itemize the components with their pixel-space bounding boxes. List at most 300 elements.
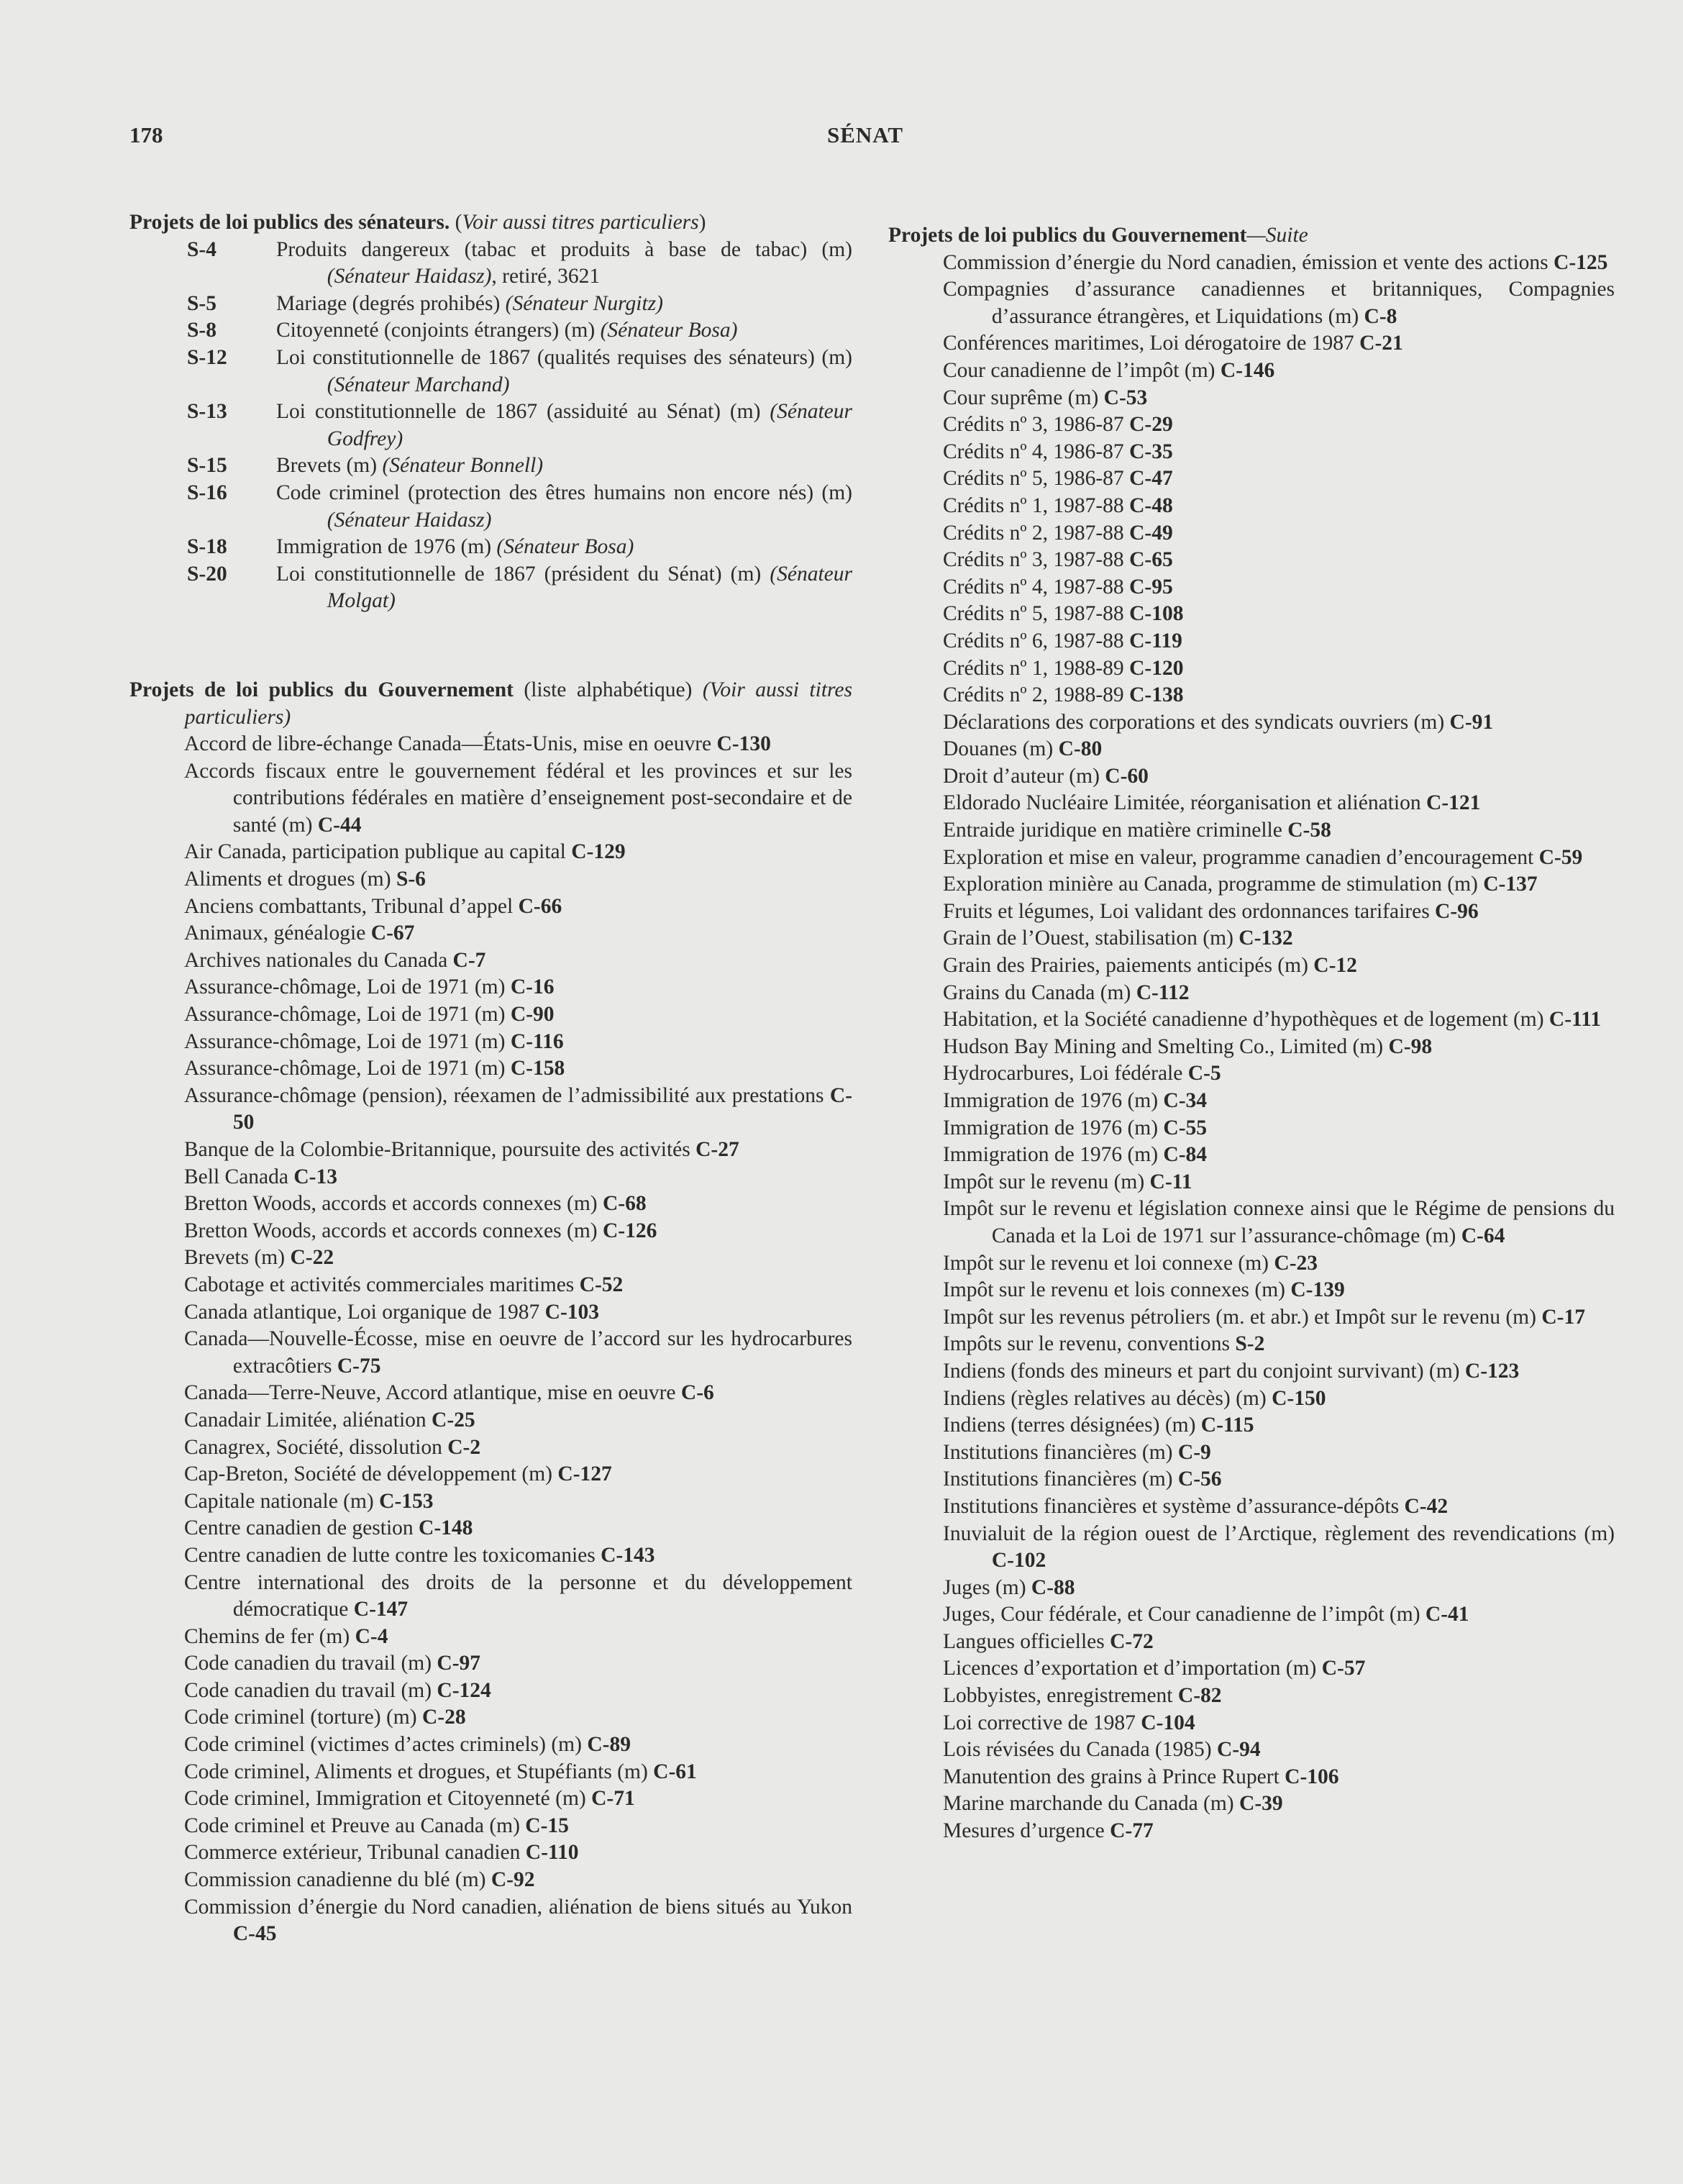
- index-entry: [888, 1629, 1615, 1656]
- entry-text: [943, 980, 1615, 1007]
- heading-paren-open: (: [450, 211, 462, 234]
- bill-reference: C-66: [518, 894, 562, 918]
- bill-reference: C-126: [602, 1219, 657, 1242]
- bill-reference: C-17: [1541, 1305, 1585, 1329]
- entry-title: Institutions financières (m): [943, 1440, 1178, 1464]
- heading-paren-close: ): [698, 211, 706, 234]
- bill-reference: C-72: [1110, 1629, 1154, 1653]
- entry-title: Canada atlantique, Loi organique de 1987: [184, 1300, 545, 1324]
- index-entry: [129, 1407, 852, 1434]
- index-entry: [129, 974, 852, 1001]
- index-entry: [129, 1624, 852, 1651]
- entry-title: Canagrex, Société, dissolution: [184, 1435, 448, 1459]
- bill-reference: C-52: [579, 1273, 624, 1296]
- entry-title: Animaux, généalogie: [184, 922, 371, 945]
- bill-code: S-18: [187, 535, 227, 559]
- index-entry: [888, 1304, 1615, 1332]
- entry-title: Canada—Terre-Neuve, Accord atlantique, mise en oeuvre: [184, 1381, 681, 1405]
- entry-title: Crédits nº 5, 1986-87: [943, 467, 1130, 491]
- bill-reference: C-41: [1425, 1603, 1469, 1626]
- bill-reference: C-57: [1321, 1657, 1366, 1680]
- index-entry: [129, 1164, 852, 1191]
- entry-title: Immigration de 1976 (m): [943, 1143, 1164, 1167]
- index-entry: [129, 1732, 852, 1759]
- heading-bold: Projets de loi publics du Gouvernement: [888, 224, 1247, 247]
- bill-description: [276, 317, 852, 345]
- entry-text: [184, 1867, 852, 1894]
- entry-text: [184, 839, 852, 866]
- index-entry: [888, 1386, 1615, 1413]
- government-bills-continued-heading: [888, 222, 1615, 250]
- bill-reference: C-42: [1404, 1494, 1449, 1518]
- bill-reference: C-82: [1177, 1684, 1222, 1708]
- entry-text: [943, 763, 1615, 791]
- entry-text: [943, 1060, 1615, 1088]
- index-entry: [888, 1115, 1615, 1142]
- entry-text: [943, 1006, 1615, 1034]
- entry-text: [943, 925, 1615, 952]
- bill-code: S-5: [187, 291, 216, 315]
- entry-text: [184, 1137, 852, 1164]
- bill-reference: C-9: [1177, 1440, 1211, 1464]
- entry-text: [943, 1331, 1615, 1358]
- bill-reference: C-104: [1141, 1711, 1195, 1734]
- index-entry: [888, 763, 1615, 791]
- entry-text: [184, 1624, 852, 1651]
- index-entry: [129, 1488, 852, 1516]
- entry-title: Crédits nº 4, 1986-87: [943, 440, 1130, 463]
- bill-title: Loi constitutionnelle de 1867 (président du Sénat) (m): [276, 562, 770, 586]
- bill-description: [276, 480, 852, 534]
- entry-text: [184, 1299, 852, 1327]
- bill-reference: C-121: [1426, 791, 1481, 815]
- bill-reference: C-13: [293, 1165, 338, 1188]
- entry-title: Code criminel et Preuve au Canada (m): [184, 1814, 526, 1837]
- entry-title: Impôt sur le revenu et lois connexes (m): [943, 1278, 1291, 1302]
- entry-title: Droit d’auteur (m): [943, 764, 1105, 788]
- entry-text: [943, 709, 1615, 737]
- index-entry: [129, 1461, 852, 1488]
- entry-text: [943, 817, 1615, 845]
- entry-text: [184, 1083, 852, 1137]
- bill-reference: C-103: [544, 1300, 600, 1324]
- entry-title: Manutention des grains à Prince Rupert: [943, 1765, 1285, 1788]
- bill-reference: C-90: [510, 1003, 555, 1027]
- bill-reference: C-61: [653, 1760, 697, 1783]
- heading-see-also: Voir aussi titres particuliers: [462, 211, 699, 234]
- bill-reference: C-65: [1129, 548, 1173, 572]
- bill-sponsor: (Sénateur Bosa): [600, 319, 738, 342]
- entry-title: Fruits et légumes, Loi validant des ordonnances tarifaires: [943, 899, 1436, 923]
- entry-title: Crédits nº 2, 1988-89: [943, 683, 1130, 707]
- index-entry: [129, 1326, 852, 1380]
- bill-reference: C-29: [1129, 413, 1173, 437]
- entry-title: Entraide juridique en matière criminelle: [943, 819, 1288, 842]
- entry-title: Commission canadienne du blé (m): [184, 1868, 491, 1892]
- entry-text: [943, 1493, 1615, 1521]
- index-entry: [888, 465, 1615, 493]
- index-entry: [888, 1060, 1615, 1088]
- bill-reference: C-150: [1272, 1386, 1326, 1410]
- entry-text: [943, 1277, 1615, 1304]
- entry-title: Crédits nº 3, 1987-88: [943, 548, 1130, 572]
- bill-reference: C-84: [1163, 1143, 1208, 1167]
- entry-title: Capitale nationale (m): [184, 1489, 380, 1513]
- bill-reference: C-56: [1177, 1468, 1222, 1491]
- bill-reference: C-34: [1163, 1089, 1208, 1112]
- index-entry: [888, 601, 1615, 628]
- bill-reference: C-115: [1200, 1414, 1254, 1437]
- entry-text: [184, 920, 852, 947]
- entry-title: Crédits nº 1, 1987-88: [943, 493, 1130, 517]
- entry-title: Hydrocarbures, Loi fédérale: [943, 1062, 1188, 1086]
- running-head: SÉNAT: [827, 122, 904, 147]
- entry-text: [943, 330, 1615, 358]
- entry-text: [184, 1218, 852, 1245]
- entry-title: Douanes (m): [943, 737, 1059, 761]
- entry-title: Grains du Canada (m): [943, 980, 1136, 1004]
- entry-text: [184, 947, 852, 975]
- entry-text: [943, 1439, 1615, 1467]
- senator-bill-row: [129, 291, 852, 318]
- bill-sponsor: (Sénateur Bosa): [496, 535, 634, 559]
- entry-text: [943, 1521, 1615, 1575]
- entry-title: Cour canadienne de l’impôt (m): [943, 358, 1221, 382]
- entry-title: Cap-Breton, Société de développement (m): [184, 1462, 558, 1486]
- entry-title: Centre canadien de gestion: [184, 1516, 419, 1540]
- bill-reference: C-67: [370, 922, 415, 945]
- index-entry: [888, 925, 1615, 952]
- entry-text: [943, 1250, 1615, 1278]
- bill-reference: C-28: [421, 1706, 466, 1729]
- entry-text: [184, 1029, 852, 1056]
- bill-reference: C-130: [716, 732, 771, 756]
- index-entry: [888, 358, 1615, 385]
- bill-reference: C-124: [437, 1678, 491, 1702]
- bill-reference: C-6: [680, 1381, 714, 1405]
- entry-title: Indiens (règles relatives au décès) (m): [943, 1386, 1272, 1410]
- government-bill-list-continued: [888, 250, 1615, 1845]
- bill-reference: C-110: [525, 1841, 579, 1865]
- bill-reference: C-64: [1461, 1224, 1505, 1247]
- entry-text: [943, 1466, 1615, 1493]
- entry-text: [184, 1839, 852, 1867]
- index-entry: [129, 1137, 852, 1164]
- bill-reference: C-153: [379, 1489, 434, 1513]
- bill-description: [276, 237, 852, 291]
- government-bills-heading: [129, 677, 852, 731]
- entry-text: [943, 1791, 1615, 1818]
- entry-title: Archives nationales du Canada: [184, 948, 453, 972]
- entry-text: [943, 1412, 1615, 1439]
- entry-title: Code criminel, Aliments et drogues, et Stupéfiants (m): [184, 1760, 654, 1783]
- entry-title: Inuvialuit de la région ouest de l’Arctique, règlement des revendications (m): [943, 1521, 1615, 1545]
- entry-title: Exploration minière au Canada, programme de stimulation (m): [943, 873, 1484, 896]
- entry-text: [184, 1704, 852, 1732]
- bill-reference: C-132: [1239, 927, 1293, 950]
- entry-title: Assurance-chômage, Loi de 1971 (m): [184, 1057, 511, 1080]
- bill-reference: C-44: [317, 813, 362, 837]
- bill-reference: C-91: [1449, 710, 1494, 734]
- index-entry: [129, 1867, 852, 1894]
- bill-description: [276, 345, 852, 399]
- index-entry: [888, 845, 1615, 872]
- entry-text: [184, 1272, 852, 1299]
- entry-title: Lobbyistes, enregistrement: [943, 1684, 1178, 1708]
- bill-reference: C-75: [337, 1354, 381, 1378]
- entry-text: [184, 1245, 852, 1272]
- entry-title: Code canadien du travail (m): [184, 1652, 437, 1675]
- entry-title: Anciens combattants, Tribunal d’appel: [184, 894, 519, 918]
- index-entry: [888, 1764, 1615, 1791]
- bill-reference: C-80: [1058, 737, 1103, 761]
- bill-title: Mariage (degrés prohibés): [276, 291, 506, 315]
- bill-reference: C-25: [432, 1408, 475, 1432]
- entry-title: Lois révisées du Canada (1985): [943, 1738, 1217, 1762]
- bill-sponsor: (Sénateur Molgat): [327, 562, 852, 613]
- entry-title: Cour suprême (m): [943, 386, 1104, 409]
- entry-title: Crédits nº 1, 1988-89: [943, 656, 1130, 680]
- entry-text: [184, 1570, 852, 1624]
- entry-text: [943, 952, 1615, 980]
- entry-title: Impôts sur le revenu, conventions: [943, 1332, 1236, 1356]
- entry-text: [184, 1461, 852, 1488]
- index-entry: [888, 1439, 1615, 1467]
- bill-reference: C-139: [1290, 1278, 1345, 1302]
- entry-text: [943, 628, 1615, 655]
- bill-reference: C-12: [1313, 954, 1357, 978]
- entry-text: [184, 866, 852, 893]
- entry-text: [943, 1655, 1615, 1683]
- entry-text: [184, 1001, 852, 1029]
- bill-code: S-15: [187, 454, 227, 478]
- entry-text: [184, 1678, 852, 1705]
- index-entry: [888, 520, 1615, 547]
- entry-text: [184, 1785, 852, 1813]
- entry-title: Juges (m): [943, 1575, 1031, 1599]
- entry-title: Cabotage et activités commerciales maritimes: [184, 1273, 580, 1296]
- entry-title: Exploration et mise en valeur, programme canadien d’encouragement: [943, 845, 1539, 869]
- entry-title: Immigration de 1976 (m): [943, 1089, 1164, 1112]
- index-entry: [888, 1142, 1615, 1169]
- bill-title: Citoyenneté (conjoints étrangers) (m): [276, 319, 601, 342]
- bill-reference: C-23: [1274, 1251, 1318, 1275]
- index-entry: [888, 1331, 1615, 1358]
- bill-sponsor: (Sénateur Haidasz): [327, 508, 492, 532]
- bill-sponsor: (Sénateur Bonnell): [382, 454, 544, 478]
- entry-text: [184, 731, 852, 758]
- entry-title: Bretton Woods, accords et accords connexes (m): [184, 1219, 603, 1242]
- bill-reference: C-95: [1129, 575, 1173, 599]
- entry-title: Assurance-chômage (pension), réexamen de l’admissibilité aux prestations: [184, 1083, 830, 1107]
- entry-text: [943, 411, 1615, 439]
- index-entry: [129, 1191, 852, 1218]
- index-entry: [129, 758, 852, 840]
- entry-title: Grain des Prairies, paiements anticipés (m): [943, 954, 1314, 978]
- bill-reference: C-120: [1129, 656, 1184, 680]
- entry-text: [943, 493, 1615, 520]
- index-entry: [888, 439, 1615, 466]
- entry-title: Commerce extérieur, Tribunal canadien: [184, 1841, 526, 1865]
- entry-title: Chemins de fer (m): [184, 1624, 355, 1648]
- entry-title: Immigration de 1976 (m): [943, 1116, 1164, 1139]
- bill-reference: C-55: [1163, 1116, 1208, 1139]
- bill-reference: C-2: [447, 1435, 481, 1459]
- bill-reference: C-53: [1103, 386, 1148, 409]
- bill-reference: C-49: [1129, 521, 1173, 545]
- bill-sponsor: (Sénateur Haidasz): [327, 265, 492, 288]
- bill-description: [276, 399, 852, 452]
- bill-reference: C-39: [1239, 1792, 1283, 1816]
- index-entry: [129, 866, 852, 893]
- right-column: [888, 222, 1615, 1845]
- index-entry: [888, 1493, 1615, 1521]
- bill-reference: C-4: [355, 1624, 388, 1648]
- senators-bills-heading: [129, 209, 852, 237]
- entry-text: [943, 1710, 1615, 1737]
- entry-text: [184, 1407, 852, 1434]
- entry-text: [943, 1034, 1615, 1061]
- index-entry: [888, 574, 1615, 601]
- entry-text: [943, 250, 1615, 277]
- index-entry: [129, 1704, 852, 1732]
- entry-text: [184, 1732, 852, 1759]
- bill-reference: C-129: [571, 840, 626, 864]
- entry-title: Code criminel (victimes d’actes criminels) (m): [184, 1733, 588, 1757]
- entry-text: [943, 1358, 1615, 1386]
- bill-reference: C-22: [290, 1246, 334, 1270]
- entry-text: [184, 1813, 852, 1840]
- entry-title: Assurance-chômage, Loi de 1971 (m): [184, 1003, 511, 1027]
- bill-reference: C-11: [1149, 1170, 1192, 1193]
- index-entry: [888, 898, 1615, 926]
- entry-title: Licences d’exportation et d’importation (m): [943, 1657, 1322, 1680]
- bill-code: S-8: [187, 319, 216, 342]
- bill-sponsor: (Sénateur Godfrey): [327, 400, 852, 450]
- bill-reference: C-16: [510, 975, 555, 999]
- index-entry: [129, 1001, 852, 1029]
- entry-text: [184, 1650, 852, 1678]
- entry-title: Déclarations des corporations et des syndicats ouvriers (m): [943, 710, 1450, 734]
- index-entry: [888, 952, 1615, 980]
- bill-reference: C-7: [452, 948, 486, 972]
- entry-text: [943, 358, 1615, 385]
- senator-bill-row: [129, 317, 852, 345]
- entry-text: [943, 871, 1615, 898]
- index-entry: [888, 1683, 1615, 1710]
- page-number: 178: [129, 122, 163, 147]
- bill-title: Produits dangereux (tabac et produits à base de tabac) (m): [276, 237, 852, 261]
- entry-title: Crédits nº 3, 1986-87: [943, 413, 1130, 437]
- entry-text: [184, 1515, 852, 1542]
- index-entry: [888, 628, 1615, 655]
- index-entry: [888, 250, 1615, 277]
- bill-description: [276, 534, 852, 561]
- entry-text: [943, 385, 1615, 412]
- index-entry: [888, 817, 1615, 845]
- index-entry: [129, 1515, 852, 1542]
- index-entry: [888, 1169, 1615, 1196]
- bill-reference: C-146: [1220, 358, 1275, 382]
- bill-title: Loi constitutionnelle de 1867 (assiduité au Sénat) (m): [276, 400, 770, 424]
- bill-title: Immigration de 1976 (m): [276, 535, 497, 559]
- entry-text: [943, 682, 1615, 709]
- entry-text: [943, 1575, 1615, 1602]
- bill-reference: C-125: [1554, 250, 1608, 274]
- bill-reference: C-35: [1129, 440, 1173, 463]
- bill-reference: C-147: [353, 1598, 409, 1621]
- index-entry: [129, 1055, 852, 1083]
- entry-title: Banque de la Colombie-Britannique, poursuite des activités: [184, 1138, 696, 1161]
- bill-code: S-16: [187, 481, 227, 504]
- entry-title: Juges, Cour fédérale, et Cour canadienne de l’impôt (m): [943, 1603, 1426, 1626]
- senator-bill-row: [129, 452, 852, 480]
- bill-reference: C-138: [1129, 683, 1184, 707]
- bill-reference: C-88: [1031, 1575, 1075, 1599]
- bill-sponsor: (Sénateur Nurgitz): [505, 291, 663, 315]
- index-entry: [888, 655, 1615, 683]
- entry-title: Canada—Nouvelle-Écosse, mise en oeuvre de l’accord sur les hydrocarbures extracôtiers: [184, 1327, 852, 1378]
- index-entry: [129, 1650, 852, 1678]
- entry-text: [943, 1169, 1615, 1196]
- entry-text: [184, 893, 852, 921]
- entry-text: [184, 1326, 852, 1380]
- entry-text: [943, 276, 1615, 330]
- index-entry: [888, 790, 1615, 817]
- entry-title: Bretton Woods, accords et accords connexes (m): [184, 1192, 603, 1216]
- bill-reference: C-112: [1136, 980, 1190, 1004]
- entry-title: Hudson Bay Mining and Smelting Co., Limited (m): [943, 1034, 1389, 1058]
- bill-reference: C-158: [510, 1057, 565, 1080]
- index-entry: [129, 920, 852, 947]
- entry-text: [943, 1386, 1615, 1413]
- left-column: [129, 209, 852, 1948]
- index-entry: [888, 1412, 1615, 1439]
- entry-text: [184, 1380, 852, 1407]
- index-entry: [888, 682, 1615, 709]
- entry-text: [943, 1115, 1615, 1142]
- entry-title: Assurance-chômage, Loi de 1971 (m): [184, 1029, 511, 1053]
- bill-description: [276, 561, 852, 615]
- index-entry: [129, 731, 852, 758]
- entry-title: Assurance-chômage, Loi de 1971 (m): [184, 975, 511, 999]
- entry-title: Bell Canada: [184, 1165, 294, 1188]
- bill-reference: C-94: [1216, 1738, 1261, 1762]
- entry-text: [943, 845, 1615, 872]
- bill-reference: C-89: [587, 1733, 631, 1757]
- entry-title: Impôt sur le revenu (m): [943, 1170, 1150, 1193]
- bill-reference: C-27: [695, 1138, 739, 1161]
- index-entry: [129, 1570, 852, 1624]
- entry-text: [943, 1737, 1615, 1764]
- index-entry: [888, 709, 1615, 737]
- bill-reference: C-102: [991, 1549, 1046, 1573]
- entry-title: Crédits nº 5, 1987-88: [943, 602, 1130, 626]
- entry-title: Code criminel (torture) (m): [184, 1706, 422, 1729]
- bill-reference: S-2: [1235, 1332, 1265, 1356]
- index-entry: [888, 1521, 1615, 1575]
- entry-title: Commission d’énergie du Nord canadien, émission et vente des actions: [943, 250, 1554, 274]
- bill-reference: C-77: [1110, 1819, 1154, 1843]
- index-entry: [888, 1466, 1615, 1493]
- bill-reference: C-47: [1129, 467, 1173, 491]
- index-entry: [888, 330, 1615, 358]
- bill-reference: C-127: [557, 1462, 612, 1486]
- heading-bold: Projets de loi publics des sénateurs.: [129, 211, 450, 234]
- entry-text: [943, 1818, 1615, 1845]
- entry-text: [184, 1542, 852, 1570]
- entry-title: Accord de libre-échange Canada—États-Unis, mise en oeuvre: [184, 732, 717, 756]
